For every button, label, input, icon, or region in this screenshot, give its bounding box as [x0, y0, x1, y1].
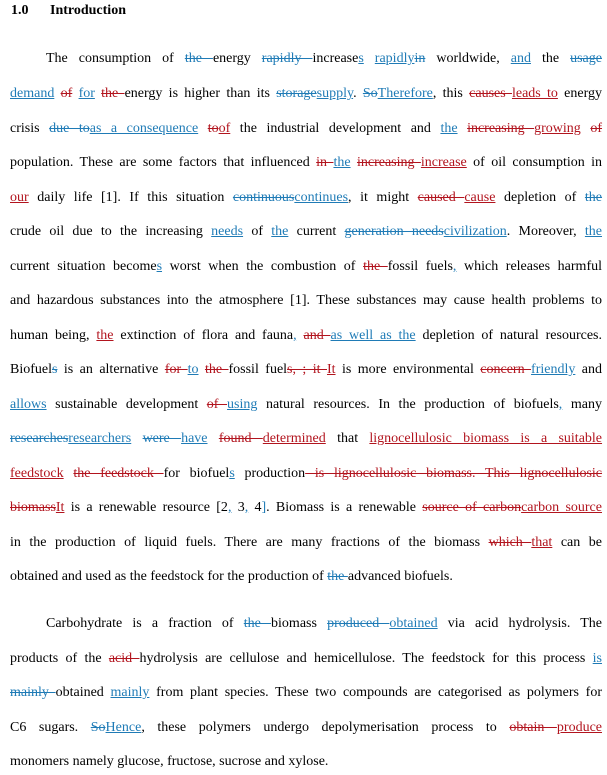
insertion-mark: feedstock [10, 466, 64, 481]
insertion-mark: s [229, 466, 235, 481]
text-run: energy [557, 86, 603, 101]
text-run: energy [212, 51, 262, 66]
text-run: and [575, 362, 603, 377]
deletion-mark: the [363, 259, 388, 274]
deletion-mark: increasing [467, 121, 535, 136]
insertion-mark: cause [464, 190, 496, 205]
deletion-mark: were [142, 431, 182, 446]
insertion-mark: for [78, 86, 95, 101]
insertion-mark: continues [294, 190, 349, 205]
text-run: Carbohydrate is a fraction of [46, 616, 244, 631]
deletion-mark: biomass [10, 500, 56, 515]
deletion-mark: the feedstock [73, 466, 164, 481]
insertion-mark: s [358, 51, 364, 66]
deletion-mark: acid [108, 651, 140, 666]
text-run: , it might [348, 190, 418, 205]
deletion-mark: the [584, 190, 603, 205]
text-line [10, 189, 602, 207]
insertion-mark: mainly [110, 685, 150, 700]
text-line [10, 499, 602, 517]
insertion-mark: , [244, 500, 249, 515]
deletion-mark: caused [417, 190, 465, 205]
text-run: fossil fuel [228, 362, 288, 377]
deletion-mark: found [218, 431, 263, 446]
deletion-mark: rapidly [261, 51, 313, 66]
text-run: obtained [55, 685, 111, 700]
insertion-mark: obtained [389, 616, 438, 631]
text-run: can be [552, 535, 602, 550]
text-run: that [325, 431, 370, 446]
text-run [364, 51, 375, 66]
text-run: from plant species. These two compounds are categorised as polymers for [149, 685, 602, 700]
text-line [10, 120, 602, 138]
text-run [458, 121, 468, 136]
text-run: worldwide, [425, 51, 511, 66]
text-run: crude oil due to the increasing [10, 224, 212, 239]
insertion-mark: friendly [531, 362, 576, 377]
deletion-mark: concern [480, 362, 532, 377]
insertion-mark: the [584, 224, 603, 239]
insertion-mark: the [440, 121, 458, 136]
text-line [10, 534, 602, 552]
text-run: . [353, 86, 363, 101]
insertion-mark: civilization [443, 224, 507, 239]
insertion-mark: to [187, 362, 199, 377]
text-line [10, 615, 602, 633]
deletion-mark: produced [327, 616, 390, 631]
text-run [581, 121, 591, 136]
section-number: 1.0 [11, 3, 29, 18]
insertion-mark: and [510, 51, 531, 66]
deletion-mark: the [101, 86, 125, 101]
insertion-mark: as well as the [330, 328, 416, 343]
text-run: increase [312, 51, 359, 66]
text-run: via acid hydrolysis. The [437, 616, 603, 631]
text-line [10, 684, 602, 702]
text-run: crisis [10, 121, 50, 136]
text-run: current situation become [10, 259, 157, 274]
text-run: The consumption of [46, 51, 185, 66]
insertion-mark: that [531, 535, 553, 550]
text-run: which releases harmful [456, 259, 602, 274]
text-line [10, 650, 602, 668]
deletion-mark: s [52, 362, 58, 377]
deletion-mark: of [206, 397, 228, 412]
deletion-mark: source of carbon [422, 500, 522, 515]
text-run: human being, [10, 328, 97, 343]
insertion-mark: needs [211, 224, 244, 239]
text-run: daily life [1]. If this situation [28, 190, 233, 205]
deletion-mark: due to [49, 121, 90, 136]
deletion-mark: s, ; it [287, 362, 327, 377]
deletion-mark: obtain [509, 720, 557, 735]
text-line [10, 154, 602, 172]
deletion-mark: causes [469, 86, 512, 101]
insertion-mark: demand [10, 86, 55, 101]
insertion-mark: our [10, 190, 29, 205]
deletion-mark: the [327, 569, 348, 584]
text-run: of oil consumption in [466, 155, 603, 170]
insertion-mark: Hence [105, 720, 142, 735]
text-line [10, 719, 602, 737]
insertion-mark: supply [316, 86, 354, 101]
insertion-mark: growing [534, 121, 581, 136]
deletion-mark: So [90, 720, 106, 735]
insertion-mark: increase [420, 155, 467, 170]
text-run: advanced biofuels. [347, 569, 453, 584]
insertion-mark: the [271, 224, 289, 239]
text-run: in the production of liquid fuels. There are many fractions of the biomass [10, 535, 489, 550]
deletion-mark: storage [276, 86, 317, 101]
deletion-mark: for [164, 362, 188, 377]
deletion-mark: the [243, 616, 272, 631]
text-line [10, 327, 602, 345]
insertion-mark: allows [10, 397, 47, 412]
insertion-mark: is [592, 651, 602, 666]
text-run: products of the [10, 651, 109, 666]
insertion-mark: carbon source [521, 500, 602, 515]
deletion-mark: increasing [356, 155, 421, 170]
text-run: . Biomass is a renewable [266, 500, 423, 515]
deletion-mark: of [590, 121, 603, 136]
text-run [64, 466, 74, 481]
deletion-mark: the [184, 51, 213, 66]
section-title: Introduction [50, 3, 126, 18]
deletion-mark: which [488, 535, 532, 550]
text-run: . Moreover, [506, 224, 585, 239]
insertion-mark: , [227, 500, 232, 515]
text-line [10, 292, 602, 310]
insertion-mark: , [452, 259, 457, 274]
deletion-mark: in [316, 155, 334, 170]
deletion-mark: and [303, 328, 331, 343]
text-run: 4 [248, 500, 262, 515]
text-run: , these polymers undergo depolymerisation process to [141, 720, 510, 735]
deletion-mark: in [414, 51, 426, 66]
insertion-mark: ] [261, 500, 267, 515]
text-run: population. These are some factors that influenced [10, 155, 317, 170]
insertion-mark: the [96, 328, 114, 343]
text-run: current [288, 224, 345, 239]
text-run: production [234, 466, 306, 481]
text-run: extinction of flora and fauna [113, 328, 294, 343]
insertion-mark: have [181, 431, 208, 446]
insertion-mark: produce [556, 720, 602, 735]
insertion-mark: of [218, 121, 231, 136]
text-line [10, 465, 602, 483]
text-run [208, 431, 219, 446]
insertion-mark: It [55, 500, 65, 515]
text-line [10, 258, 602, 276]
text-run: is a renewable resource [2 [64, 500, 228, 515]
text-run: 3 [231, 500, 245, 515]
text-line [10, 753, 602, 771]
text-line [10, 568, 602, 586]
insertion-mark: the [333, 155, 351, 170]
insertion-mark: , [558, 397, 563, 412]
insertion-mark: , [293, 328, 297, 343]
text-run: many [562, 397, 602, 412]
text-run: depletion of [495, 190, 585, 205]
insertion-mark: It [326, 362, 336, 377]
text-run: the [530, 51, 571, 66]
text-run: depletion of natural resources. [415, 328, 602, 343]
deletion-mark: to [207, 121, 219, 136]
insertion-mark: as a consequence [89, 121, 199, 136]
deletion-mark: of [60, 86, 73, 101]
text-run: for biofuel [163, 466, 230, 481]
text-run [131, 431, 142, 446]
deletion-mark: researches [10, 431, 69, 446]
insertion-mark: determined [262, 431, 326, 446]
text-run: is more environmental [335, 362, 481, 377]
insertion-mark: using [227, 397, 258, 412]
text-run: biomass [271, 616, 328, 631]
text-run: Biofuel [10, 362, 52, 377]
text-run: is an alternative [57, 362, 165, 377]
text-line [10, 223, 602, 241]
insertion-mark: researchers [68, 431, 132, 446]
text-run: natural resources. In the production of biofuels [257, 397, 559, 412]
text-run: energy is higher than its [124, 86, 277, 101]
deletion-mark: generation needs [344, 224, 444, 239]
text-run: obtained and used as the feedstock for the production of [10, 569, 328, 584]
text-run: of [243, 224, 272, 239]
text-run: C6 sugars. [10, 720, 91, 735]
insertion-mark: rapidly [374, 51, 415, 66]
deletion-mark: mainly [10, 685, 56, 700]
text-run [198, 121, 208, 136]
insertion-mark: s [156, 259, 163, 274]
text-run: sustainable development [46, 397, 207, 412]
text-line [10, 50, 602, 68]
insertion-mark: leads to [511, 86, 558, 101]
insertion-mark: lignocellulosic biomass is a suitable [369, 431, 603, 446]
section-heading [11, 3, 126, 19]
text-line [10, 361, 602, 379]
text-line [10, 85, 602, 103]
text-run: the industrial development and [230, 121, 441, 136]
text-run: monomers namely glucose, fructose, sucrose and xylose. [10, 754, 329, 769]
deletion-mark: continuous [232, 190, 295, 205]
text-run: and hazardous substances into the atmosphere [1]. These substances may cause health problems to [10, 293, 602, 308]
deletion-mark: is lignocellulosic biomass. This lignocellulosic [305, 466, 603, 481]
text-run: , this [432, 86, 470, 101]
insertion-mark: Therefore [377, 86, 433, 101]
deletion-mark: usage [570, 51, 602, 66]
text-run: fossil fuels [387, 259, 453, 274]
text-line [10, 430, 602, 448]
text-run: worst when the combustion of [162, 259, 364, 274]
text-line [10, 396, 602, 414]
deletion-mark: So [362, 86, 378, 101]
deletion-mark: the [204, 362, 229, 377]
text-run: hydrolysis are cellulose and hemicellulose. The feedstock for this process [139, 651, 593, 666]
